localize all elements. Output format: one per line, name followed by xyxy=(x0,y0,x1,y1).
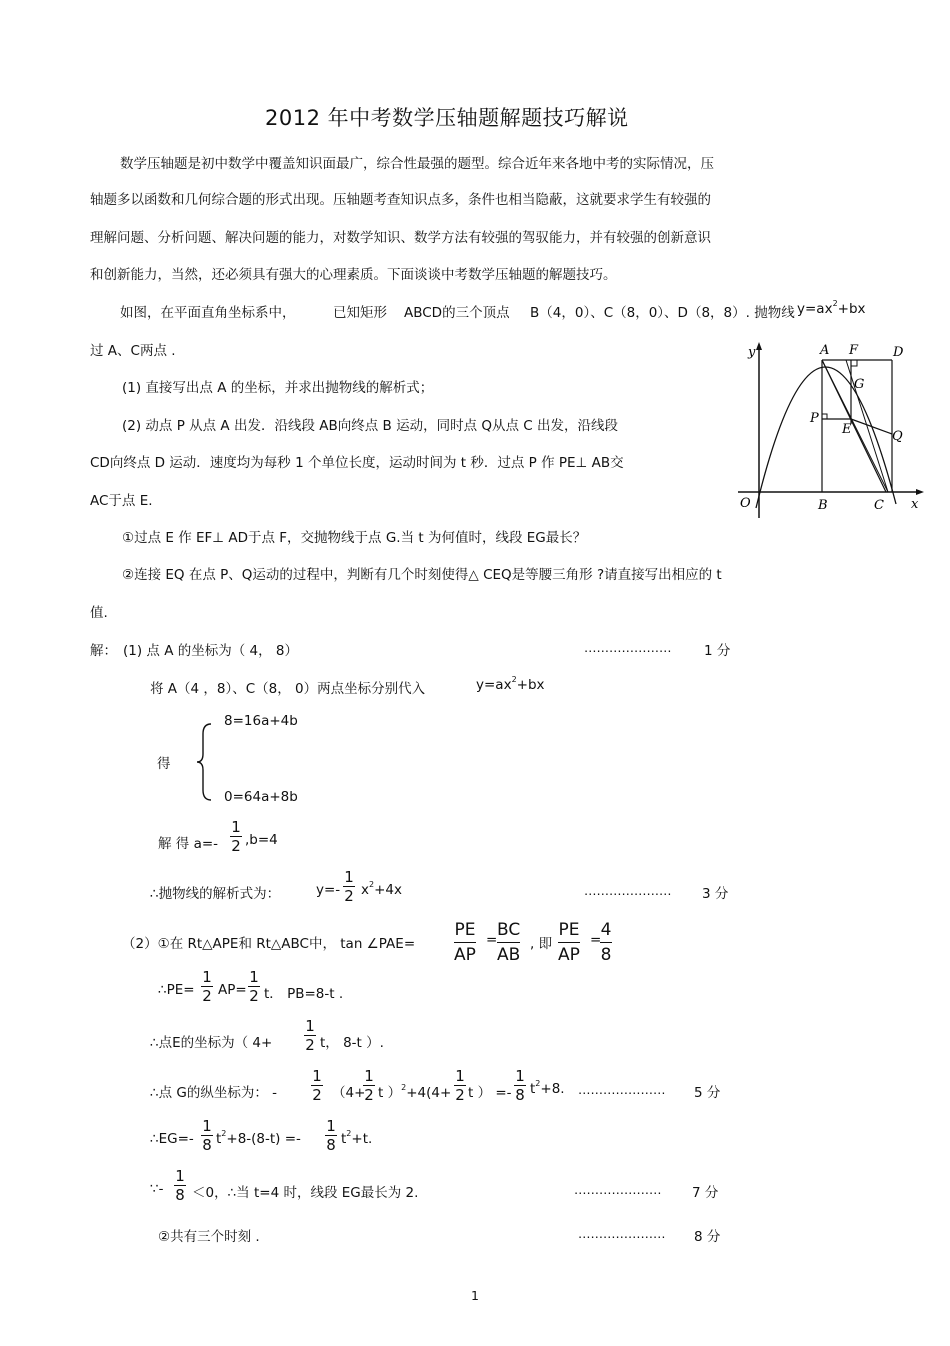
part2-tan: （2）①在 Rt△APE和 Rt△ABC中， tan ∠PAE= xyxy=(122,936,416,952)
fraction-eighth-max: 1 8 xyxy=(175,1167,185,1204)
intro-line-4: 和创新能力，当然，还必须具有强大的心理素质。下面谈谈中考数学压轴题的解题技巧。 xyxy=(90,267,617,283)
fraction-half-2: 1 2 xyxy=(344,868,354,905)
intro-line-2: 轴题多以函数和几何综合题的形式出现。压轴题考查知识点多，条件也相当隐蔽，这就要求学生有较强的 xyxy=(90,192,711,208)
label-b: B xyxy=(818,498,828,513)
max-conclusion: ＜0，∴当 t=4 时，线段 EG最长为 2. xyxy=(192,1185,419,1201)
fraction-half-g3: 1 2 xyxy=(455,1067,465,1104)
fraction-half-g2: 1 2 xyxy=(364,1067,374,1104)
parabola-result-rest: $x^2+4x$ xyxy=(361,880,402,898)
right-angle-p xyxy=(822,414,827,419)
fraction-half-pe: 1 2 xyxy=(202,968,212,1005)
label-o: O xyxy=(740,496,751,511)
substitute-line: 将 A（4 ，8）、C（8， 0）两点坐标分别代入 xyxy=(150,681,426,697)
eg-term-1: $t^2+8-(8-t)$ =- xyxy=(216,1129,301,1147)
label-a: A xyxy=(820,343,830,358)
score-8: 8 分 xyxy=(694,1229,721,1245)
g-term-4: $t^2+8$. xyxy=(530,1079,565,1097)
fraction-bc-ab: BC AB xyxy=(497,920,521,965)
problem-line-1b: 已知矩形 xyxy=(333,305,387,321)
label-y: y xyxy=(748,345,756,360)
system-de: 得 xyxy=(157,756,171,772)
label-p: P xyxy=(810,411,819,426)
dots-1: ………………… xyxy=(584,640,672,655)
eg-term-2: $t^2+t$. xyxy=(341,1129,373,1147)
x-axis-arrow xyxy=(916,489,924,495)
geometry-figure xyxy=(728,338,928,528)
label-x: x xyxy=(911,497,919,512)
brace-icon xyxy=(195,720,217,804)
problem-line-2: 过 A、C两点 . xyxy=(90,343,176,359)
question-2-line-2: CD向终点 D 运动．速度均为每秒 1 个单位长度，运动时间为 t 秒．过点 P 作 PE⊥ AB交 xyxy=(90,455,624,471)
problem-line-1d: B（4，0）、C（8，0）、D（8，8）. 抛物线 xyxy=(530,305,795,321)
e-coordinate-label: ∴点E的坐标为（ 4+ xyxy=(150,1035,273,1051)
intro-line-1: 数学压轴题是初中数学中覆盖知识面最广，综合性最强的题型。综合近年来各地中考的实际情况，压 xyxy=(120,156,714,172)
three-moments: ②共有三个时刻 . xyxy=(158,1229,260,1245)
label-c: C xyxy=(874,498,884,513)
problem-parabola: $y=ax^2+bx$ xyxy=(797,299,866,317)
fraction-4-8: 4 8 xyxy=(600,920,612,965)
e-coordinate-rest: t， 8-t ）. xyxy=(320,1035,384,1051)
fraction-half-g1: 1 2 xyxy=(312,1067,322,1104)
question-2-line-3: AC于点 E. xyxy=(90,493,153,509)
score-5: 5 分 xyxy=(694,1085,721,1101)
fraction-half: 1 2 xyxy=(231,818,241,855)
fraction-pe-ap-2: PE AP xyxy=(558,920,580,965)
solution-step-1: (1) 点 A 的坐标为（ 4， 8） xyxy=(123,643,298,659)
page-title: 2012 年中考数学压轴题解题技巧解说 xyxy=(265,106,629,130)
g-term-2: t ）$^2$+4(4+ xyxy=(378,1083,452,1101)
pe-label: ∴PE= xyxy=(158,982,195,998)
score-3: 3 分 xyxy=(702,886,729,902)
solve-a: 解 得 a=- xyxy=(158,836,219,852)
solution-label: 解： xyxy=(90,643,117,659)
equation-2: 0=64a+8b xyxy=(224,789,298,805)
label-g: G xyxy=(854,377,865,392)
g-term-3: t ） =- xyxy=(468,1085,512,1101)
dots-3: ………………… xyxy=(584,883,672,898)
substitute-function: $y=ax^2+bx$ xyxy=(476,675,545,693)
part2-eq-1: = xyxy=(486,932,498,948)
dots-8: ………………… xyxy=(578,1226,666,1241)
problem-line-1c: ABCD的三个顶点 xyxy=(404,305,510,321)
fraction-half-ap: 1 2 xyxy=(249,968,259,1005)
page-number: 1 xyxy=(471,1288,479,1303)
g-term-1: （4+ xyxy=(332,1085,366,1101)
parabola-result-label: ∴抛物线的解析式为： xyxy=(150,886,281,902)
pb-label: t． PB=8-t . xyxy=(264,986,344,1002)
question-2-line-1: (2) 动点 P 从点 A 出发．沿线段 AB向终点 B 运动，同时点 Q从点 C 出发，沿线段 xyxy=(122,418,619,434)
problem-line-1a: 如图，在平面直角坐标系中， xyxy=(120,305,296,321)
parabola xyxy=(756,367,896,508)
y-axis-arrow xyxy=(756,342,762,350)
question-2-part-2: ②连接 EQ 在点 P、Q运动的过程中，判断有几个时刻使得△ CEQ是等腰三角形 ?请直接写出相应的 t xyxy=(122,567,722,583)
score-1: 1 分 xyxy=(704,643,731,659)
g-ordinate-label: ∴点 G的纵坐标为： - xyxy=(150,1085,278,1101)
segment-g-c xyxy=(846,360,888,492)
part2-ji: , 即 xyxy=(530,936,553,952)
fraction-half-e: 1 2 xyxy=(305,1017,315,1054)
parabola-result-y: y=- xyxy=(316,882,341,898)
dots-5: ………………… xyxy=(578,1082,666,1097)
question-2-part-1: ①过点 E 作 EF⊥ AD于点 F，交抛物线于点 G.当 t 为何值时，线段 EG最长？ xyxy=(122,530,587,546)
right-angle-f xyxy=(851,360,857,366)
label-f: F xyxy=(849,343,859,358)
ap-label: AP= xyxy=(218,982,247,998)
part2-eq-2: = xyxy=(590,932,602,948)
label-q: Q xyxy=(892,429,903,444)
question-1: (1) 直接写出点 A 的坐标，并求出抛物线的解析式； xyxy=(122,380,434,396)
fraction-eighth-g: 1 8 xyxy=(515,1067,525,1104)
solve-b: ,b=4 xyxy=(245,832,278,848)
equation-1: 8=16a+4b xyxy=(224,713,298,729)
dots-7: ………………… xyxy=(574,1182,662,1197)
max-label: ∵- xyxy=(150,1181,164,1197)
question-2-part-2-end: 值. xyxy=(90,605,108,621)
fraction-pe-ap: PE AP xyxy=(454,920,476,965)
fraction-eighth-eg2: 1 8 xyxy=(326,1117,336,1154)
intro-line-3: 理解问题、分析问题、解决问题的能力，对数学知识、数学方法有较强的驾驭能力，并有较强的创新意识 xyxy=(90,230,711,246)
fraction-eighth-eg1: 1 8 xyxy=(202,1117,212,1154)
label-e: E xyxy=(842,422,852,437)
label-d: D xyxy=(893,345,904,360)
eg-label: ∴EG=- xyxy=(150,1131,194,1147)
score-7: 7 分 xyxy=(692,1185,719,1201)
